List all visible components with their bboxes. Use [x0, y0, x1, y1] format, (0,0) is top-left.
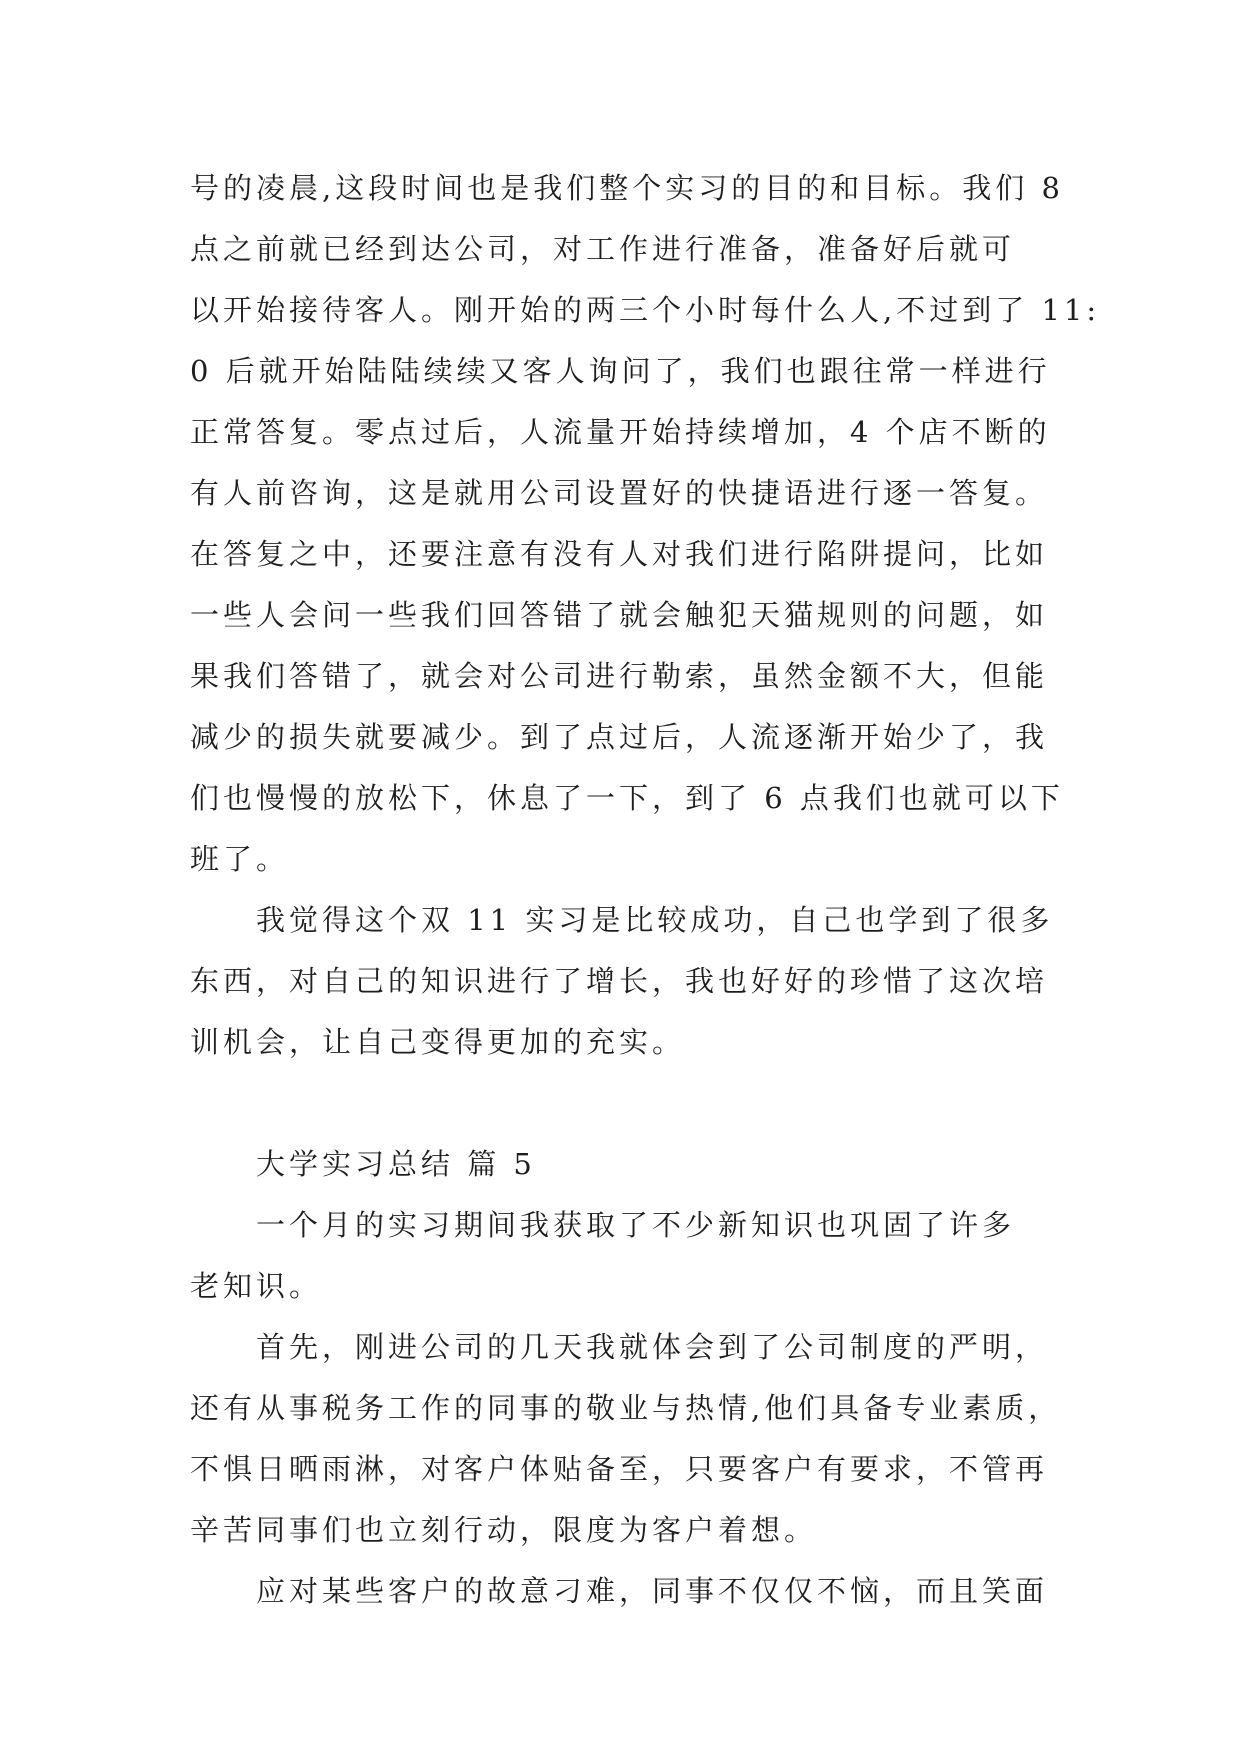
text-line: 训机会，让自己变得更加的充实。 — [190, 1025, 686, 1059]
text-line: 们也慢慢的放松下，休息了一下，到了 6 点我们也就可以下 — [190, 781, 1064, 815]
text-line: 果我们答错了，就会对公司进行勒索，虽然金额不大，但能 — [190, 659, 1049, 693]
paragraph — [190, 1317, 1060, 1561]
text-line: 以开始接待客人。刚开始的两三个小时每什么人,不过到了 11: — [190, 293, 1101, 327]
text-line: 减少的损失就要减少。到了点过后，人流逐渐开始少了，我 — [190, 720, 1049, 754]
text-line: 东西，对自己的知识进行了增长，我也好好的珍惜了这次培 — [190, 964, 1049, 998]
text-line: 0 后就开始陆陆续续又客人询问了，我们也跟往常一样进行 — [190, 354, 1051, 388]
text-line: 正常答复。零点过后，人流量开始持续增加，4 个店不断的 — [190, 415, 1051, 449]
text-line: 应对某些客户的故意刁难，同事不仅仅不恼，而且笑面 — [256, 1574, 1049, 1608]
section-title: 大学实习总结 篇 5 — [256, 1147, 536, 1181]
text-line: 有人前咨询，这是就用公司设置好的快捷语进行逐一答复。 — [190, 476, 1049, 510]
text-line: 还有从事税务工作的同事的敬业与热情,他们具备专业素质， — [190, 1391, 1062, 1425]
paragraph — [190, 890, 1060, 1073]
paragraph — [190, 158, 1101, 890]
text-line: 不惧日晒雨淋，对客户体贴备至，只要客户有要求，不管再 — [190, 1452, 1049, 1486]
paragraph — [190, 1195, 1060, 1317]
text-line: 一些人会问一些我们回答错了就会触犯天猫规则的问题，如 — [190, 598, 1049, 632]
text-line: 辛苦同事们也立刻行动，限度为客户着想。 — [190, 1513, 818, 1547]
text-line: 首先，刚进公司的几天我就体会到了公司制度的严明， — [256, 1330, 1049, 1364]
paragraph — [190, 1561, 1060, 1622]
text-line: 一个月的实习期间我获取了不少新知识也巩固了许多 — [256, 1208, 1016, 1242]
text-line: 在答复之中，还要注意有没有人对我们进行陷阱提问，比如 — [190, 537, 1049, 571]
text-line: 我觉得这个双 11 实习是比较成功，自己也学到了很多 — [256, 903, 1054, 937]
text-line: 号的凌晨,这段时间也是我们整个实习的目的和目标。我们 8 — [190, 171, 1064, 205]
text-line: 老知识。 — [190, 1269, 323, 1303]
document-body — [190, 158, 1101, 1622]
text-line: 点之前就已经到达公司，对工作进行准备，准备好后就可 — [190, 232, 1016, 266]
text-line: 班了。 — [190, 842, 290, 876]
